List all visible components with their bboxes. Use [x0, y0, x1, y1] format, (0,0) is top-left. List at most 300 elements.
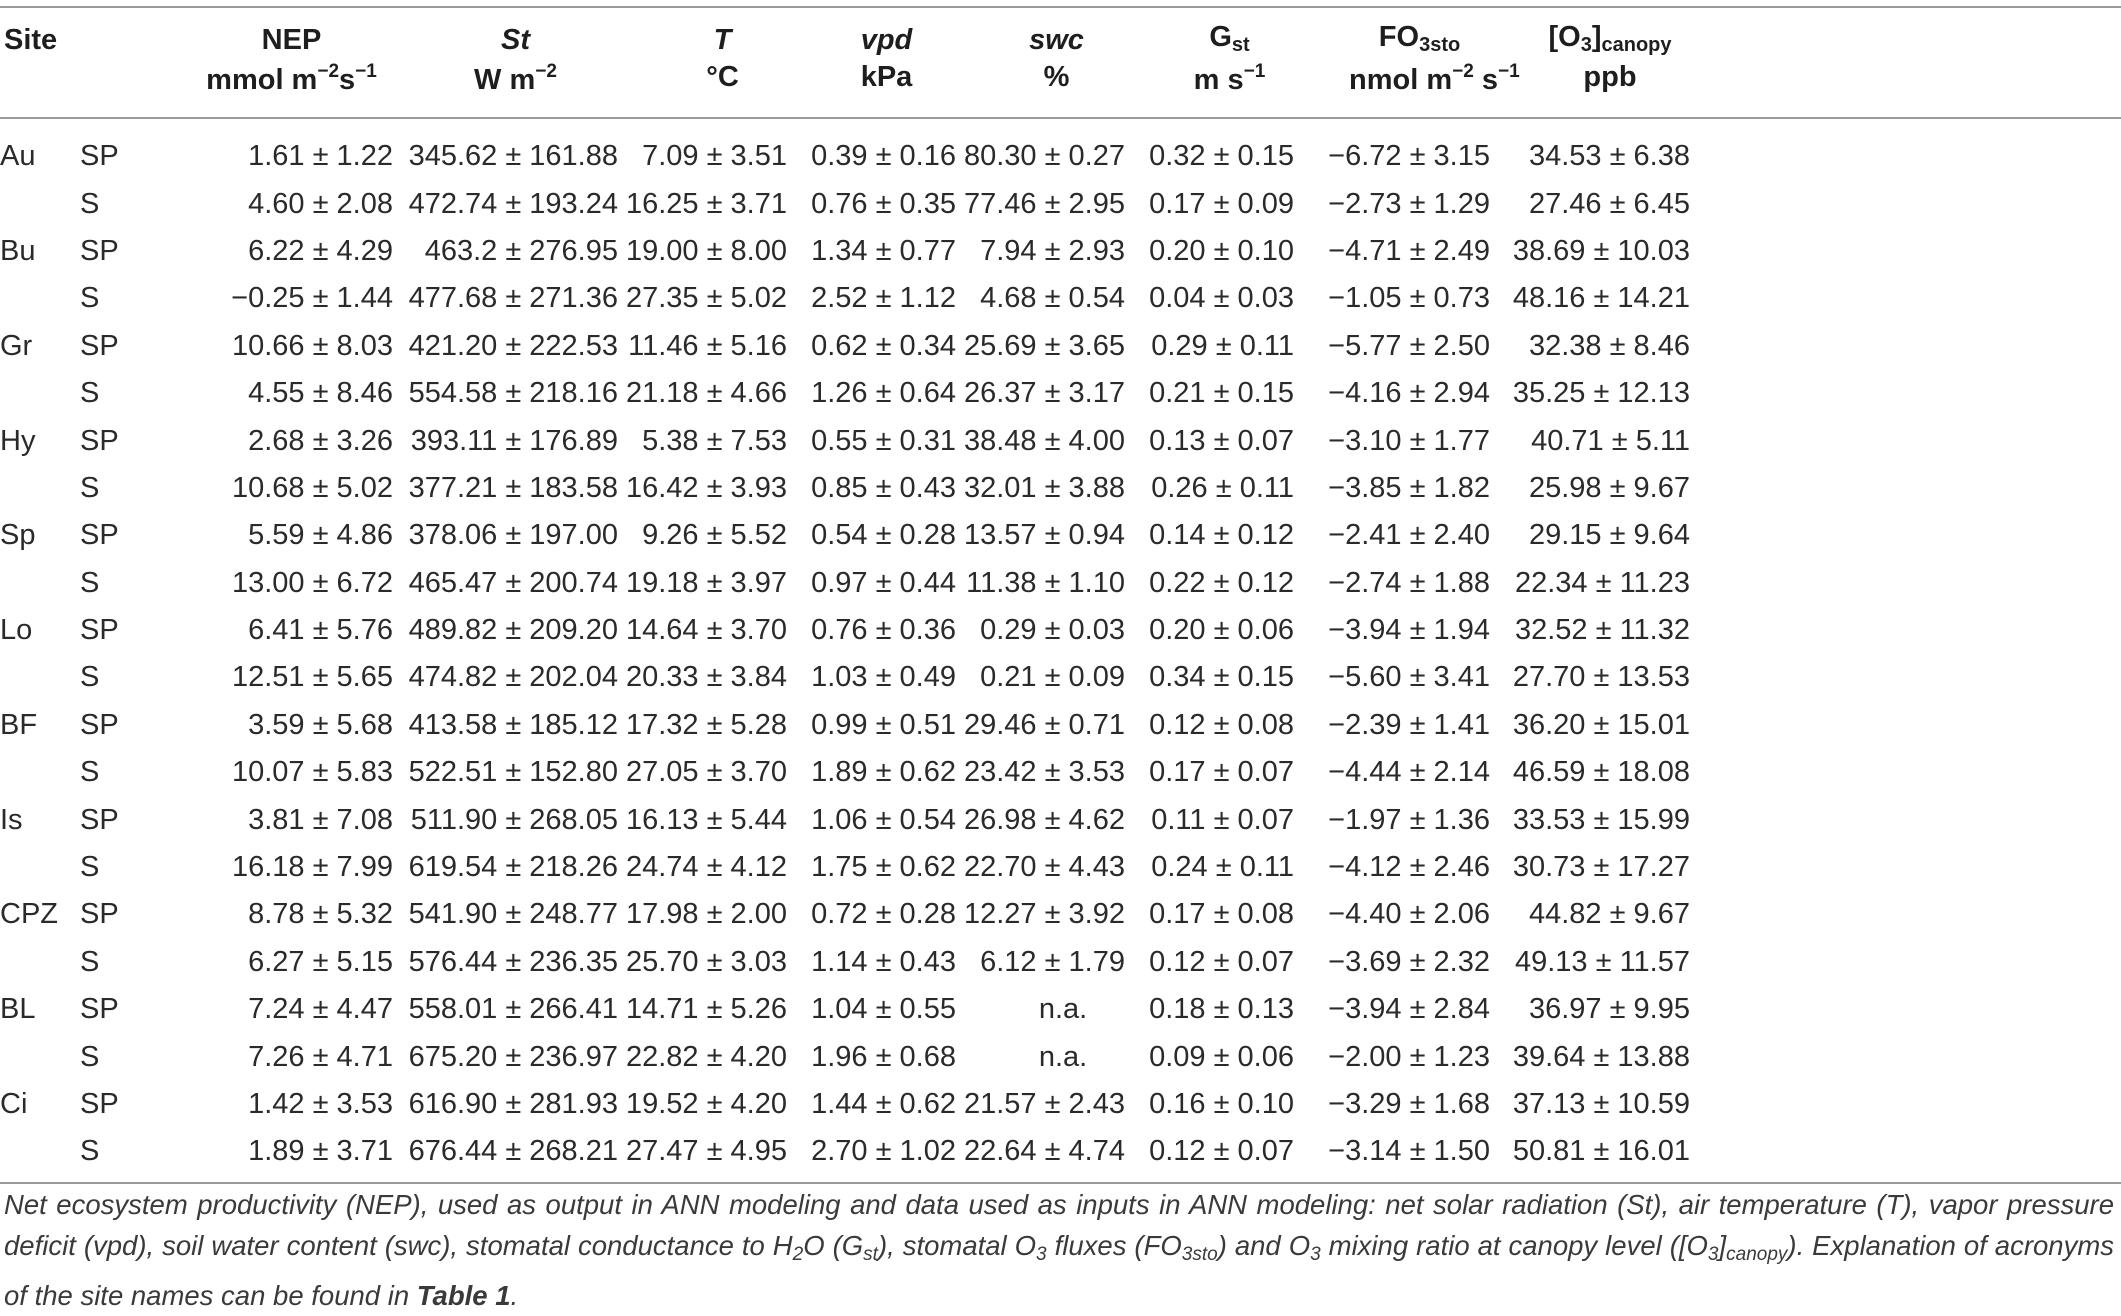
cell-spacer — [1690, 749, 2121, 796]
cell-fo3: −2.74 ± 1.88 — [1328, 566, 1490, 599]
cell-vpd: 1.89 ± 0.62 — [811, 756, 956, 789]
cell-gst: 0.34 ± 0.15 — [1149, 661, 1294, 694]
cell-season: SP — [80, 234, 119, 267]
cell-season: SP — [80, 329, 119, 362]
cell-nep: 10.68 ± 5.02 — [231, 471, 393, 504]
cell-spacer — [1690, 891, 2121, 938]
cell-gst: 0.26 ± 0.11 — [1151, 471, 1294, 504]
cell-fo3: −2.39 ± 1.41 — [1328, 708, 1490, 741]
table-row — [0, 275, 2121, 322]
cell-o3: 37.13 ± 10.59 — [1512, 1088, 1690, 1120]
cell-season: S — [80, 566, 100, 599]
cell-fo3: −3.10 ± 1.77 — [1328, 424, 1490, 457]
cell-gst: 0.04 ± 0.03 — [1149, 282, 1294, 315]
table-row — [0, 1128, 2121, 1182]
cell-spacer — [1690, 228, 2121, 275]
header-o3-open: [O — [1548, 21, 1581, 53]
cell-swc: 12.27 ± 3.92 — [963, 898, 1125, 931]
cell-fo3: −2.73 ± 1.29 — [1328, 187, 1490, 220]
cell-fo3: −4.40 ± 2.06 — [1328, 898, 1490, 931]
cell-nep: 10.07 ± 5.83 — [231, 756, 393, 789]
cell-nep: 4.60 ± 2.08 — [248, 187, 393, 220]
cell-t: 5.38 ± 7.53 — [642, 424, 787, 457]
cell-season: SP — [80, 1088, 119, 1120]
cell-fo3: −3.69 ± 2.32 — [1328, 945, 1490, 978]
cell-t: 20.33 ± 3.84 — [625, 661, 787, 694]
cell-gst: 0.16 ± 0.10 — [1149, 1088, 1294, 1120]
cell-site — [0, 560, 80, 607]
cell-st: 472.74 ± 193.24 — [408, 187, 618, 220]
cell-swc: 38.48 ± 4.00 — [963, 424, 1125, 457]
cell-fo3: −5.77 ± 2.50 — [1328, 329, 1490, 362]
unit-fo3-b: −2 — [1452, 61, 1474, 82]
data-table — [0, 6, 2121, 1184]
cell-season: SP — [80, 140, 119, 173]
cell-swc: n.a. — [1038, 1040, 1088, 1073]
cell-site: Is — [0, 803, 23, 836]
cell-nep: 7.24 ± 4.47 — [248, 993, 393, 1026]
cell-swc: 22.64 ± 4.74 — [956, 1128, 1125, 1182]
cell-swc: 11.38 ± 1.10 — [966, 566, 1125, 599]
cell-gst: 0.21 ± 0.15 — [1149, 377, 1294, 410]
cell-vpd: 0.39 ± 0.16 — [811, 140, 956, 173]
cell-fo3: −5.60 ± 3.41 — [1328, 661, 1490, 694]
cell-t: 19.18 ± 3.97 — [625, 566, 787, 599]
cell-o3: 39.64 ± 13.88 — [1512, 1040, 1690, 1073]
cell-gst: 0.12 ± 0.08 — [1149, 708, 1294, 741]
cell-spacer — [1690, 986, 2121, 1033]
cell-o3: 46.59 ± 18.08 — [1512, 756, 1690, 789]
header-t — [618, 7, 787, 57]
cell-site — [0, 749, 80, 796]
cell-swc: 4.68 ± 0.54 — [980, 282, 1125, 315]
cell-gst: 0.11 ± 0.07 — [1151, 803, 1294, 836]
cell-vpd: 0.97 ± 0.44 — [811, 566, 956, 599]
caption-text-8: ). Explanation of acronyms of the site names can be found in — [4, 1230, 2114, 1311]
cell-fo3: −3.29 ± 1.68 — [1328, 1088, 1490, 1120]
cell-gst: 0.14 ± 0.12 — [1149, 519, 1294, 552]
header-o3-canopy: canopy — [1601, 34, 1672, 56]
table-row — [0, 986, 2121, 1033]
table-body — [0, 118, 2121, 1183]
cell-o3: 36.20 ± 15.01 — [1512, 708, 1690, 741]
header-fo3-main: FO — [1378, 21, 1420, 53]
header-t-label: T — [713, 24, 732, 56]
table-row — [0, 844, 2121, 891]
cell-o3: 27.46 ± 6.45 — [1528, 187, 1690, 220]
caption-sub-o3c: 3 — [1707, 1244, 1719, 1265]
caption-sub-canopy: canopy — [1726, 1244, 1788, 1265]
unit-nep — [150, 57, 393, 118]
cell-season: SP — [80, 993, 119, 1026]
caption-sub-st: st — [863, 1244, 878, 1265]
cell-site: Au — [0, 140, 36, 173]
unit-fo3-a: nmol m — [1349, 64, 1453, 96]
caption-sub-o3a: 3 — [1036, 1244, 1047, 1265]
cell-site: Hy — [0, 424, 36, 457]
unit-spacer — [1690, 57, 2121, 118]
cell-st: 576.44 ± 236.35 — [408, 945, 618, 978]
cell-t: 27.05 ± 3.70 — [625, 756, 787, 789]
table-row — [0, 796, 2121, 843]
cell-t: 27.35 ± 5.02 — [625, 282, 787, 315]
cell-swc: 7.94 ± 2.93 — [980, 234, 1125, 267]
cell-site — [0, 654, 80, 701]
table-row — [0, 228, 2121, 275]
header-spacer — [1690, 7, 2121, 57]
cell-o3: 27.70 ± 13.53 — [1512, 661, 1690, 694]
cell-spacer — [1690, 1128, 2121, 1182]
cell-spacer — [1690, 796, 2121, 843]
header-st-label: St — [501, 24, 530, 56]
cell-gst: 0.24 ± 0.11 — [1151, 851, 1294, 884]
cell-nep: 3.81 ± 7.08 — [248, 803, 393, 836]
unit-season — [80, 57, 150, 118]
cell-fo3: −2.41 ± 2.40 — [1328, 519, 1490, 552]
caption-sub-h2o: 2 — [792, 1244, 804, 1265]
unit-vpd: kPa — [787, 57, 956, 118]
cell-st: 463.2 ± 276.95 — [424, 234, 618, 267]
cell-st: 541.90 ± 248.77 — [408, 898, 618, 931]
cell-o3: 48.16 ± 14.21 — [1512, 282, 1690, 315]
cell-o3: 38.69 ± 10.03 — [1512, 234, 1690, 267]
cell-t: 19.00 ± 8.00 — [625, 234, 787, 267]
header-o3 — [1490, 7, 1690, 57]
cell-vpd: 0.76 ± 0.36 — [811, 614, 956, 647]
cell-t: 7.09 ± 3.51 — [642, 140, 787, 173]
table-row — [0, 560, 2121, 607]
cell-site: Lo — [0, 614, 33, 647]
cell-season: SP — [80, 424, 119, 457]
cell-swc: 29.46 ± 0.71 — [963, 708, 1125, 741]
cell-fo3: −2.00 ± 1.23 — [1328, 1040, 1490, 1073]
cell-t: 14.64 ± 3.70 — [625, 614, 787, 647]
header-gst-main: G — [1209, 21, 1232, 53]
cell-vpd: 0.99 ± 0.51 — [811, 708, 956, 741]
cell-fo3: −3.94 ± 1.94 — [1328, 614, 1490, 647]
header-swc-label: swc — [1029, 24, 1084, 56]
cell-season: S — [80, 282, 100, 315]
cell-fo3: −4.44 ± 2.14 — [1328, 756, 1490, 789]
cell-season: S — [80, 1128, 150, 1182]
cell-st: 421.20 ± 222.53 — [408, 329, 618, 362]
cell-fo3: −4.71 ± 2.49 — [1328, 234, 1490, 267]
cell-spacer — [1690, 654, 2121, 701]
cell-t: 17.32 ± 5.28 — [625, 708, 787, 741]
cell-st: 345.62 ± 161.88 — [408, 140, 618, 173]
cell-o3: 22.34 ± 11.23 — [1514, 566, 1690, 599]
cell-season: SP — [80, 519, 119, 552]
cell-spacer — [1690, 1033, 2121, 1080]
cell-o3: 25.98 ± 9.67 — [1528, 471, 1690, 504]
cell-site — [0, 1128, 80, 1182]
cell-fo3: −4.16 ± 2.94 — [1328, 377, 1490, 410]
cell-gst: 0.09 ± 0.06 — [1149, 1040, 1294, 1073]
cell-o3: 32.38 ± 8.46 — [1528, 329, 1690, 362]
table-row — [0, 1081, 2121, 1128]
cell-o3: 29.15 ± 9.64 — [1528, 519, 1690, 552]
cell-o3: 34.53 ± 6.38 — [1528, 140, 1690, 173]
unit-site — [0, 57, 80, 118]
cell-site: CPZ — [0, 898, 58, 931]
cell-site — [0, 939, 80, 986]
cell-nep: 4.55 ± 8.46 — [248, 377, 393, 410]
cell-nep: −0.25 ± 1.44 — [231, 282, 393, 315]
cell-swc: n.a. — [1038, 993, 1088, 1026]
cell-site — [0, 180, 80, 227]
cell-spacer — [1690, 180, 2121, 227]
cell-fo3: −1.05 ± 0.73 — [1328, 282, 1490, 315]
cell-st: 413.58 ± 185.12 — [408, 708, 618, 741]
cell-site: Sp — [0, 519, 36, 552]
cell-site: Gr — [0, 329, 33, 362]
cell-t: 9.26 ± 5.52 — [642, 519, 787, 552]
cell-spacer — [1690, 275, 2121, 322]
cell-season: S — [80, 377, 100, 410]
cell-season: S — [80, 661, 100, 694]
caption-text-7: ] — [1718, 1230, 1727, 1261]
header-vpd-label: vpd — [860, 24, 913, 56]
cell-swc: 26.98 ± 4.62 — [963, 803, 1125, 836]
cell-swc: 21.57 ± 2.43 — [963, 1088, 1125, 1120]
cell-gst: 0.17 ± 0.09 — [1149, 187, 1294, 220]
cell-vpd: 1.06 ± 0.54 — [811, 803, 956, 836]
cell-swc: 13.57 ± 0.94 — [963, 519, 1125, 552]
cell-season: S — [80, 851, 100, 884]
cell-nep: 6.41 ± 5.76 — [248, 614, 393, 647]
cell-vpd: 1.04 ± 0.55 — [811, 993, 956, 1026]
cell-nep: 6.27 ± 5.15 — [248, 945, 393, 978]
cell-t: 25.70 ± 3.03 — [625, 945, 787, 978]
header-fo3 — [1294, 7, 1490, 57]
cell-o3: 49.13 ± 11.57 — [1514, 945, 1690, 978]
cell-vpd: 0.55 ± 0.31 — [811, 424, 956, 457]
cell-site — [0, 465, 80, 512]
unit-fo3-d: −1 — [1497, 61, 1520, 82]
cell-st: 558.01 ± 266.41 — [408, 993, 618, 1026]
unit-nep-c: s — [339, 64, 356, 96]
unit-nep-a: mmol m — [206, 64, 318, 96]
cell-vpd: 0.54 ± 0.28 — [811, 519, 956, 552]
cell-gst: 0.32 ± 0.15 — [1149, 140, 1294, 173]
header-o3-close: ] — [1591, 21, 1602, 53]
cell-t: 14.71 ± 5.26 — [625, 993, 787, 1026]
cell-nep: 2.68 ± 3.26 — [248, 424, 393, 457]
caption-text-1: Net ecosystem productivity (NEP), used as output in ANN modeling and data used as inputs in ANN modeling: net solar radiation (St), air temperature (T), vapor pressure deficit (vpd), soil water content (swc), stomatal conductance to H — [4, 1189, 2114, 1261]
cell-season: S — [80, 756, 100, 789]
cell-spacer — [1690, 512, 2121, 559]
cell-site: BF — [0, 708, 38, 741]
cell-st: 465.47 ± 200.74 — [408, 566, 618, 599]
cell-swc: 6.12 ± 1.79 — [980, 945, 1125, 978]
cell-st: 619.54 ± 218.26 — [408, 851, 618, 884]
cell-spacer — [1690, 323, 2121, 370]
cell-site — [0, 1033, 80, 1080]
cell-gst: 0.12 ± 0.07 — [1125, 1128, 1294, 1182]
table-row — [0, 323, 2121, 370]
cell-season: S — [80, 945, 100, 978]
cell-site: Ci — [0, 1088, 28, 1120]
caption-text-3: ), stomatal O — [877, 1230, 1037, 1261]
cell-season: S — [80, 187, 100, 220]
cell-nep: 6.22 ± 4.29 — [248, 234, 393, 267]
cell-season: SP — [80, 708, 119, 741]
cell-vpd: 0.76 ± 0.35 — [811, 187, 956, 220]
table-row — [0, 654, 2121, 701]
unit-t: °C — [618, 57, 787, 118]
cell-st: 489.82 ± 209.20 — [408, 614, 618, 647]
cell-st: 377.21 ± 183.58 — [408, 471, 618, 504]
header-nep: NEP — [150, 7, 393, 57]
table-row — [0, 512, 2121, 559]
cell-gst: 0.20 ± 0.10 — [1149, 234, 1294, 267]
cell-gst: 0.20 ± 0.06 — [1149, 614, 1294, 647]
table-row — [0, 465, 2121, 512]
cell-gst: 0.22 ± 0.12 — [1149, 566, 1294, 599]
cell-swc: 26.37 ± 3.17 — [963, 377, 1125, 410]
cell-nep: 10.66 ± 8.03 — [231, 329, 393, 362]
cell-swc: 0.29 ± 0.03 — [980, 614, 1125, 647]
cell-t: 22.82 ± 4.20 — [625, 1040, 787, 1073]
cell-vpd: 1.34 ± 0.77 — [811, 234, 956, 267]
unit-nep-b: −2 — [317, 61, 340, 82]
cell-spacer — [1690, 118, 2121, 180]
cell-vpd: 1.96 ± 0.68 — [811, 1040, 956, 1073]
cell-st: 511.90 ± 268.05 — [410, 803, 618, 836]
cell-site — [0, 370, 80, 417]
unit-st-a: W m — [474, 64, 536, 96]
cell-site — [0, 844, 80, 891]
header-swc — [956, 7, 1125, 57]
cell-spacer — [1690, 702, 2121, 749]
header-gst-sub: st — [1231, 34, 1250, 56]
cell-fo3: −3.94 ± 2.84 — [1328, 993, 1490, 1026]
cell-nep: 7.26 ± 4.71 — [248, 1040, 393, 1073]
cell-vpd: 1.26 ± 0.64 — [811, 377, 956, 410]
table-row — [0, 180, 2121, 227]
unit-st — [393, 57, 618, 118]
header-o3-sub: 3 — [1580, 34, 1592, 56]
cell-vpd: 1.75 ± 0.62 — [811, 851, 956, 884]
cell-st: 676.44 ± 268.21 — [393, 1128, 618, 1182]
caption-table-ref: Table 1 — [416, 1280, 511, 1311]
caption-sub-3sto: 3sto — [1181, 1244, 1218, 1265]
table-header — [0, 7, 2121, 118]
table-row — [0, 417, 2121, 464]
unit-o3: ppb — [1490, 57, 1690, 118]
cell-nep: 1.89 ± 3.71 — [150, 1128, 393, 1182]
cell-fo3: −3.14 ± 1.50 — [1294, 1128, 1490, 1182]
unit-st-b: −2 — [535, 61, 557, 82]
cell-fo3: −3.85 ± 1.82 — [1328, 471, 1490, 504]
header-gst — [1125, 7, 1294, 57]
cell-o3: 32.52 ± 11.32 — [1514, 614, 1690, 647]
cell-t: 27.47 ± 4.95 — [618, 1128, 787, 1182]
cell-st: 477.68 ± 271.36 — [408, 282, 618, 315]
cell-season: SP — [80, 803, 119, 836]
table-row — [0, 702, 2121, 749]
cell-spacer — [1690, 560, 2121, 607]
cell-swc: 80.30 ± 0.27 — [963, 140, 1125, 173]
cell-gst: 0.13 ± 0.07 — [1149, 424, 1294, 457]
cell-t: 24.74 ± 4.12 — [625, 851, 787, 884]
cell-spacer — [1690, 1081, 2121, 1128]
caption-text-9: . — [510, 1280, 519, 1311]
table-row — [0, 370, 2121, 417]
header-st — [393, 7, 618, 57]
unit-fo3 — [1294, 57, 1520, 118]
header-vpd — [787, 7, 956, 57]
cell-fo3: −6.72 ± 3.15 — [1328, 140, 1490, 173]
cell-spacer — [1690, 370, 2121, 417]
cell-spacer — [1690, 939, 2121, 986]
table-row — [0, 1033, 2121, 1080]
cell-spacer — [1690, 607, 2121, 654]
cell-o3: 44.82 ± 9.67 — [1528, 898, 1690, 931]
cell-gst: 0.29 ± 0.11 — [1151, 329, 1294, 362]
caption-text-4: fluxes (FO — [1046, 1230, 1182, 1261]
cell-o3: 36.97 ± 9.95 — [1528, 993, 1690, 1026]
cell-o3: 33.53 ± 15.99 — [1512, 803, 1690, 836]
cell-t: 17.98 ± 2.00 — [625, 898, 787, 931]
unit-nep-d: −1 — [355, 61, 377, 82]
header-season — [80, 7, 150, 57]
table-row — [0, 891, 2121, 938]
cell-gst: 0.17 ± 0.08 — [1149, 898, 1294, 931]
cell-st: 554.58 ± 218.16 — [408, 377, 618, 410]
cell-o3: 35.25 ± 12.13 — [1512, 377, 1690, 410]
cell-st: 393.11 ± 176.89 — [410, 424, 618, 457]
header-site: Site — [0, 7, 80, 57]
cell-vpd: 2.52 ± 1.12 — [811, 282, 956, 315]
table-row — [0, 749, 2121, 796]
cell-swc: 25.69 ± 3.65 — [963, 329, 1125, 362]
cell-nep: 16.18 ± 7.99 — [231, 851, 393, 884]
unit-fo3-c: s — [1473, 64, 1498, 96]
cell-nep: 1.42 ± 3.53 — [248, 1088, 393, 1120]
cell-gst: 0.17 ± 0.07 — [1149, 756, 1294, 789]
cell-st: 378.06 ± 197.00 — [408, 519, 618, 552]
cell-st: 474.82 ± 202.04 — [408, 661, 618, 694]
cell-season: S — [80, 471, 100, 504]
cell-fo3: −1.97 ± 1.36 — [1328, 803, 1490, 836]
unit-gst-a: m s — [1193, 64, 1244, 96]
cell-vpd: 0.85 ± 0.43 — [811, 471, 956, 504]
cell-gst: 0.18 ± 0.13 — [1149, 993, 1294, 1026]
cell-site: BL — [0, 993, 36, 1026]
cell-spacer — [1690, 844, 2121, 891]
cell-st: 616.90 ± 281.93 — [408, 1088, 618, 1120]
header-fo3-sub: 3sto — [1419, 34, 1461, 56]
cell-t: 11.46 ± 5.16 — [628, 329, 787, 362]
cell-t: 21.18 ± 4.66 — [625, 377, 787, 410]
cell-vpd: 0.62 ± 0.34 — [811, 329, 956, 362]
cell-swc: 22.70 ± 4.43 — [963, 851, 1125, 884]
cell-spacer — [1690, 417, 2121, 464]
cell-site: Bu — [0, 234, 36, 267]
cell-site — [0, 275, 80, 322]
cell-t: 16.42 ± 3.93 — [625, 471, 787, 504]
cell-nep: 5.59 ± 4.86 — [248, 519, 393, 552]
cell-vpd: 1.44 ± 0.62 — [811, 1088, 956, 1120]
unit-gst — [1125, 57, 1294, 118]
unit-gst-b: −1 — [1243, 61, 1266, 82]
cell-nep: 13.00 ± 6.72 — [231, 566, 393, 599]
cell-swc: 32.01 ± 3.88 — [963, 471, 1125, 504]
cell-nep: 12.51 ± 5.65 — [231, 661, 393, 694]
cell-t: 16.25 ± 3.71 — [625, 187, 787, 220]
cell-t: 16.13 ± 5.44 — [625, 803, 787, 836]
